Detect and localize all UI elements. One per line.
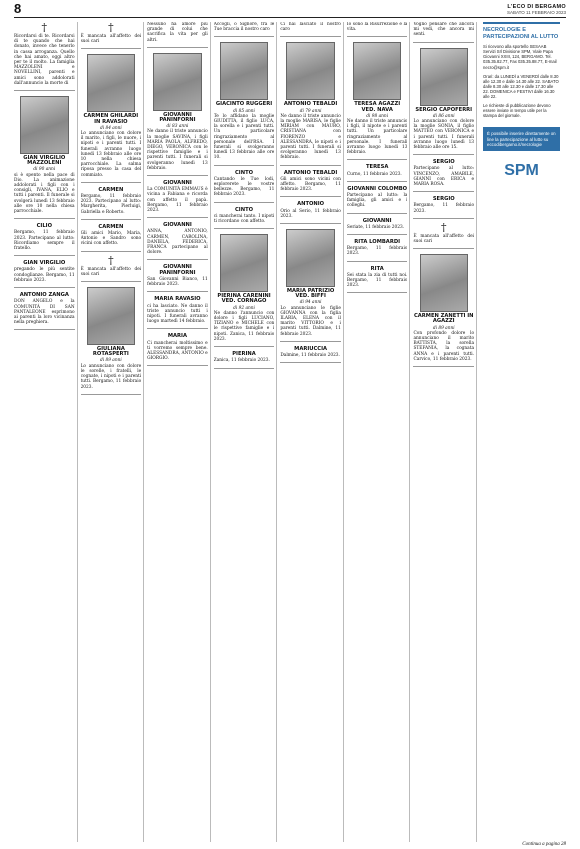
obituary-notice [347,163,408,181]
obituary-notice [147,295,208,329]
obituary-notice [413,222,474,249]
notice-text: Io sono la Risurrezione e la vita. [346,22,408,33]
deceased-name: SERGIO CAPOFERRI [415,106,473,113]
notice-text: Ci hai lasciato il nostro caro [280,22,341,33]
obituary-notice [14,259,75,288]
obituary-notice [81,186,142,220]
cross-icon: † [108,22,114,34]
notice-text: San Giovanni Bianco, 11 febbraio 2023. [147,276,208,288]
deceased-name: CARMEN [98,223,124,230]
obituary-notice [14,222,75,256]
notice-text: La COMUNITÀ EMMAUS è vicina a Fabiana e ricorda con affetto il papà. Bergamo, 11 febbraio 2023. [147,187,208,214]
notice-text: Ricordarsi di te. Ricordarsi di te quando che hai donato, invece che tenerlo in cassa arroganza. Quello che hai amato, oggi altro per te il molto. La famiglia MAZZOLENI e NOVELLINI, parenti e amici sono addolorati dall'annuncio la morte di [14,34,75,86]
notice-text: È mancata all'affetto dei suoi cari [413,233,475,245]
online-notice[interactable]: È possibile inserire direttamente on line la partecipazione al lutto su eccodibergamo.it/necrologie [483,127,560,151]
sidebar-note: Le richieste di pubblicazione devono essere inviate in tempo utile per la stampa del giornale. [483,103,551,119]
notice-text: Lo annunciano con dolore la moglie SONIA, il figlio MATTEO con VERONICA e i parenti tutti. I funerali avranno luogo lunedì 13 febbraio alle ore 15. [413,119,475,151]
obituary-grid [14,22,562,842]
portrait-photo [20,96,68,154]
obituary-column [413,22,477,842]
deceased-name: GIAN VIRGILIO [23,260,66,267]
obituary-notice [81,285,142,395]
obituary-notice [214,232,275,347]
portrait-photo [353,42,401,100]
notice-text: Gli amici Mario, Maria, Antonio e Sandro sono vicini con affetto. [80,231,142,247]
obituary-notice [147,22,208,48]
deceased-name: MARIA [167,333,187,340]
notice-text: Ne danno il triste annuncio la moglie MARISA, le figlie MIRIAM con MAURO, CRISTIANA con FIORENZO e ALESSANDRA, le nipoti e i parenti tutti. I funerali si svolgeranno lunedì 13 febbraio. [280,113,341,161]
age-line: di 89 anni [432,325,455,331]
deceased-name: SERGIO [432,159,455,166]
obituary-notice [280,40,341,165]
notice-text: Gli amici sono vicini con affetto. Bergamo, 11 febbraio 2023. [280,176,341,193]
cross-icon: † [108,254,114,267]
obituary-notice [280,345,341,363]
obituary-column [147,22,211,842]
obituary-notice [147,263,208,292]
contact-info: Si ricevono alla sportello SESAAB Servizi Srl Divisione SPM, Viale Papa Giovanni XXIII, 124, BERGAMO. Tel. 035.35.82.77, Fax 035.35.88.77, E-mail necro@spm.it [483,44,557,70]
age-line: di 98 anni [366,113,389,119]
obituary-notice [347,185,408,214]
spm-logo: SPM [504,162,539,180]
portrait-photo [220,42,268,100]
notice-text: Con profondo dolore lo annunciano il marito BATTISTA, la sorella STEFANIA, la cognata ANNA e i parenti tutti. Carvico, 11 febbraio 2023. [413,330,475,362]
notice-text: Cantando le Tue lodi, esplorerete le vostre bellezze. Bergamo, 11 febbraio 2023. [213,176,275,198]
notice-text: ci mancherai tanto. I nipoti ti ricordano con affetto. [213,213,275,225]
notice-text: Partecipano al lutto: la famiglia, gli amici e i colleghi. [346,193,408,209]
obituary-notice [14,94,75,219]
deceased-name: TERESA AGAZZI VED. NAVA [354,101,401,113]
notice-text: Lo annunciano con dolore le sorelle, i fratelli, le cognate, i nipoti e i parenti tutti. Bergamo, 11 febbraio 2023. [80,363,142,390]
notice-text: ANNA, ANTONIO, CARMEN, CAROLINA, DANIELA, FEDERICA, FRANCA partecipano al dolore. [147,229,208,256]
obituary-notice [413,46,474,156]
deceased-name: PIERINA [232,351,256,358]
newspaper-name: L'ECO DI BERGAMO [507,4,566,10]
notice-text: Partecipano al lutto: VINCENZO, AMABILE, GIANNI con ERICA e MARIA ROSA. [413,166,475,188]
notice-text: Lo annunciano con dolore il marito, i figli, le nuore, i nipoti e i parenti tutti. I funerali avranno luogo lunedì 13 febbraio alle ore 10 nella chiesa parrocchiale. La salma riposa presso la casa del commiato. [80,131,142,178]
notice-text: Ne danno l'annuncio con dolore i figli LUCIANO, TIZIANO e MICHELE con le rispettive famiglie e i nipoti. Zanica, 11 febbraio 2023. [213,310,275,342]
sidebar-box [483,22,560,118]
notice-text: ci ha lasciato. Ne danno il triste annuncio tutti i nipoti. I funerali avranno luogo martedì 14 febbraio. [147,303,208,325]
age-line: di 90 anni [33,167,56,173]
obituary-notice [347,265,408,294]
notice-text: Bergamo, 11 febbraio 2023. [413,203,475,214]
deceased-name: GIOVANNI PANINFORNI [159,111,196,124]
notice-text: DON ANGELO e la COMUNITÀ DI SAN PANTALEONE esprimono ai parenti la loro vicinanza nella preghiera. [14,299,75,326]
age-line: di 92 anni [233,305,255,311]
deceased-name: MARIA RAVASIO [154,296,201,303]
obituary-notice [81,52,142,182]
age-line: di 85 anni [233,108,255,114]
deceased-name: ANTONIO ZANGA [19,292,69,299]
obituary-column [347,22,411,842]
obituary-notice [147,221,208,260]
opening-hours: Orari: da LUNEDÌ a VENERDÌ dalle 8.30 alle 12.30 e dalle 14.30 alle 22. SABATO dalle 8.30 alle 12.30 e dalle 17.30 alle 22. DOMENICA e FESTIVI dalle 16.30 alle 22. [483,73,559,100]
deceased-name: GIAN VIRGILIO MAZZOLENI [23,155,66,167]
portrait-photo [286,42,334,100]
obituary-column [81,22,145,842]
obituary-notice [280,200,341,224]
deceased-name: GIOVANNI [163,222,192,229]
obituary-notice [413,252,474,367]
deceased-name: CINTO [235,169,254,176]
notice-text: Seriate, 11 febbraio 2023. [346,224,405,230]
obituary-column [14,22,78,842]
age-line: di 86 anni [432,113,455,119]
deceased-name: MARIA PATRIZIO VED. BIFFI [286,288,335,300]
notice-text: Voglio pensare che ancora mi vedi, che ancora mi senti. [413,22,475,38]
obituary-notice [347,22,408,37]
sidebar-info [480,22,562,842]
notice-text: Bergamo, 11 febbraio 2023. [346,246,408,257]
deceased-name: ANTONIO TEBALDI [283,101,338,108]
age-line: di 84 anni [99,125,122,131]
notice-text: Lo annunciano le figlie GIOVANNA con la figlia ILARIA, ELENA con il marito VITTORIO e i parenti tutti. Dalmine, 11 febbraio 2023. [280,305,341,337]
sidebar-title: NECROLOGIE E PARTECIPAZIONI AL LUTTO [483,27,559,40]
portrait-photo [420,254,468,312]
notice-text: Te lo affidano la moglie GIUDITTA, il figlio LUCA, la sorella e i parenti tutti. Un particolare ringraziamento al personale dell'RSA. I funerali si svolgeranno lunedì 13 febbraio alle ore 10. [213,113,275,161]
obituary-notice [14,22,75,91]
obituary-column [214,22,278,842]
portrait-photo [420,48,468,106]
page-number: 8 [14,1,22,16]
deceased-name: TERESA [365,164,389,171]
page-header [14,1,566,18]
notice-text: Orio al Serio, 11 febbraio 2023. [280,208,341,219]
deceased-name: RITA [370,265,384,272]
obituary-notice [214,350,275,368]
obituary-notice [280,22,341,37]
notice-text: Zanica, 11 febbraio 2023. [213,358,270,364]
cross-icon: † [41,22,48,34]
obituary-notice [413,22,474,43]
obituary-notice [347,238,408,262]
obituary-notice [14,291,75,330]
deceased-name: CILIO [36,223,52,230]
notice-text: Ci mancherai moltissimo e ti vorremo sempre bene. ALESSANDRA, ANTONIO e GIORGIO. [147,340,208,362]
obituary-notice [280,227,341,342]
notice-text: pregando le più sentite condoglianze. Bergamo, 11 febbraio 2023. [14,267,75,283]
portrait-photo [87,54,135,112]
age-line: di 89 anni [99,358,122,364]
deceased-name: GIOVANNI PANINFORNI [159,264,196,276]
continue-note: Continua a pagina 28 [522,842,566,847]
obituary-notice [81,22,142,49]
notice-text: si è spento nella pace di Dio. La animazione addolorati i figli con i consigli, IVANA, ELIO e tutti i parenti. Il funerale si svolgerà lunedì 13 febbraio alle ore 10 nella chiesa parrocchiale. [14,172,75,215]
notice-text: Bergamo, 11 febbraio 2023. Partecipano al lutto: Ricordiamo sempre il fratello. [14,230,75,252]
deceased-name: GIOVANNI [163,180,192,187]
notice-text: Ne danno il triste annuncio la moglie SAVINA, i figli MARIA PAOLA, ALFREDO, DIEGO, VERONICA con le rispettive famiglie e i parenti tutti. I funerali si svolgeranno lunedì 13 febbraio. [147,129,208,171]
obituary-notice [280,169,341,198]
age-line: di 79 anni [299,108,322,114]
deceased-name: PIERINA CARENINI VED. CORNAGO [217,293,271,305]
masthead [507,4,566,15]
notice-text: Bergamo, 11 febbraio 2023. Partecipano al lutto: Margherita, Pierluigi, Gabriella e Roberto. [80,194,142,215]
age-line: di 83 anni [166,124,189,130]
obituary-notice [214,206,275,230]
deceased-name: GIULIANA ROTASPERTI [92,346,129,358]
notice-text: Curno, 11 febbraio 2023. [346,171,402,177]
obituary-notice [214,22,275,37]
cross-icon: † [441,221,447,234]
notice-text: Sei stata la zia di tutti noi. Bergamo, 11 febbraio 2023. [346,272,408,289]
portrait-photo [87,287,135,345]
age-line: di 94 anni [299,300,322,306]
deceased-name: CARMEN GHILARDI IN RAVASIO [83,113,139,125]
notice-text: Nessuno ha amore più grande di colui che sacrifica la vita per gli altri. [147,22,208,43]
deceased-name: RITA LOMBARDI [354,239,401,246]
notice-text: Dalmine, 11 febbraio 2023. [280,353,340,359]
obituary-notice [147,179,208,218]
obituary-notice [81,223,142,252]
obituary-column [280,22,344,842]
portrait-photo [286,229,334,287]
notice-text: È mancata all'affetto dei suoi cari [80,266,142,277]
portrait-photo [220,234,268,292]
obituary-notice [347,217,408,235]
deceased-name: GIACINTO RUGGERI [215,101,273,108]
deceased-name: MARIUCCIA [294,345,328,352]
obituary-notice [347,40,408,160]
deceased-name: ANTONIO TEBALDI [283,169,338,176]
deceased-name: CARMEN ZANETTI IN AGAZZI [413,313,474,325]
obituary-notice [413,158,474,192]
obituary-notice [147,51,208,176]
notice-text: È mancata all'affetto dei suoi cari [80,34,142,45]
deceased-name: GIOVANNI [362,217,392,224]
portrait-photo [153,53,201,111]
deceased-name: GIOVANNI COLOMBO [347,185,408,192]
obituary-notice [214,40,275,165]
deceased-name: CINTO [235,206,254,213]
deceased-name: ANTONIO [297,201,325,208]
deceased-name: CARMEN [98,186,124,193]
notice-text: Accogli, o Signore, fra le Tue braccia il nostro caro [213,22,275,33]
obituary-notice [147,332,208,366]
issue-date: SABATO 11 FEBBRAIO 2023 [506,10,566,15]
obituary-notice [81,255,142,282]
notice-text: Ne danno il triste annuncio i figli, il nipote e i parenti tutti. Un particolare ringraziamento al personale. I funerali avranno luogo lunedì 13 febbraio. [346,119,408,156]
obituary-notice [214,169,275,203]
obituary-notice [413,195,474,219]
deceased-name: SERGIO [432,196,455,203]
